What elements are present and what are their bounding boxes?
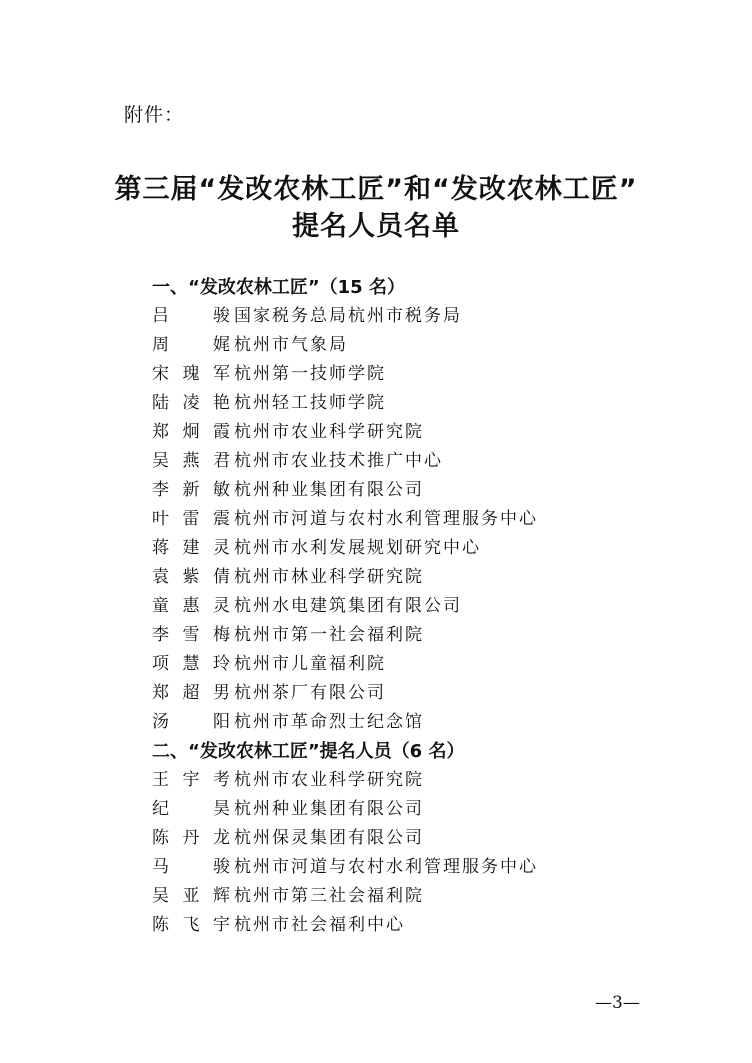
person-name: 王宇考	[152, 770, 230, 790]
person-name: 陈丹龙	[152, 828, 230, 848]
section-heading-craftsmen: 一、“发改农林工匠”（15 名）	[152, 277, 405, 298]
organization-name: 杭州市革命烈士纪念馆	[234, 712, 424, 732]
list-item	[152, 795, 712, 824]
list-item	[152, 563, 712, 592]
list-item	[152, 824, 712, 853]
document-title-line2: 提名人员名单	[292, 211, 460, 242]
list-item	[152, 447, 712, 476]
organization-name: 杭州市第三社会福利院	[234, 886, 424, 906]
section-nominees-entries	[152, 766, 712, 940]
organization-name: 杭州轻工技师学院	[234, 393, 386, 413]
organization-name: 杭州市儿童福利院	[234, 654, 386, 674]
person-name: 吴燕君	[152, 451, 230, 471]
section-heading-nominees: 二、“发改农林工匠”提名人员（6 名）	[152, 741, 465, 762]
list-item	[152, 592, 712, 621]
organization-name: 杭州保灵集团有限公司	[234, 828, 424, 848]
organization-name: 杭州市气象局	[234, 335, 348, 355]
organization-name: 杭州第一技师学院	[234, 364, 386, 384]
person-name: 马骏	[152, 857, 230, 877]
page-number: —3—	[595, 993, 640, 1013]
person-name: 郑超男	[152, 683, 230, 703]
list-item	[152, 621, 712, 650]
person-name: 叶雷震	[152, 509, 230, 529]
organization-name: 杭州水电建筑集团有限公司	[234, 596, 462, 616]
list-item	[152, 331, 712, 360]
nominee-list	[152, 273, 712, 940]
list-item	[152, 882, 712, 911]
person-name: 袁紫倩	[152, 567, 230, 587]
section-craftsmen-entries	[152, 302, 712, 737]
organization-name: 杭州市社会福利中心	[234, 915, 405, 935]
list-item	[152, 650, 712, 679]
organization-name: 杭州茶厂有限公司	[234, 683, 386, 703]
list-item	[152, 853, 712, 882]
person-name: 陈飞宇	[152, 915, 230, 935]
person-name: 吴亚辉	[152, 886, 230, 906]
organization-name: 杭州市农业科学研究院	[234, 422, 424, 442]
list-item	[152, 911, 712, 940]
list-item	[152, 679, 712, 708]
organization-name: 国家税务总局杭州市税务局	[234, 306, 462, 326]
organization-name: 杭州种业集团有限公司	[234, 480, 424, 500]
organization-name: 杭州市林业科学研究院	[234, 567, 424, 587]
list-item	[152, 418, 712, 447]
list-item	[152, 389, 712, 418]
list-item	[152, 476, 712, 505]
person-name: 纪昊	[152, 799, 230, 819]
person-name: 郑炯霞	[152, 422, 230, 442]
person-name: 童惠灵	[152, 596, 230, 616]
list-item	[152, 302, 712, 331]
list-item	[152, 505, 712, 534]
list-item	[152, 766, 712, 795]
person-name: 项慧玲	[152, 654, 230, 674]
document-title-line1: 第三届“发改农林工匠”和“发改农林工匠”	[114, 174, 638, 205]
organization-name: 杭州市农业技术推广中心	[234, 451, 443, 471]
person-name: 周娓	[152, 335, 230, 355]
person-name: 吕骏	[152, 306, 230, 326]
person-name: 宋瑰军	[152, 364, 230, 384]
organization-name: 杭州市河道与农村水利管理服务中心	[234, 509, 538, 529]
organization-name: 杭州市河道与农村水利管理服务中心	[234, 857, 538, 877]
attachment-label: 附件：	[124, 104, 185, 126]
list-item	[152, 708, 712, 737]
organization-name: 杭州市水利发展规划研究中心	[234, 538, 481, 558]
person-name: 李新敏	[152, 480, 230, 500]
person-name: 汤阳	[152, 712, 230, 732]
list-item	[152, 360, 712, 389]
list-item	[152, 534, 712, 563]
person-name: 李雪梅	[152, 625, 230, 645]
organization-name: 杭州市农业科学研究院	[234, 770, 424, 790]
person-name: 蒋建灵	[152, 538, 230, 558]
person-name: 陆凌艳	[152, 393, 230, 413]
organization-name: 杭州种业集团有限公司	[234, 799, 424, 819]
organization-name: 杭州市第一社会福利院	[234, 625, 424, 645]
